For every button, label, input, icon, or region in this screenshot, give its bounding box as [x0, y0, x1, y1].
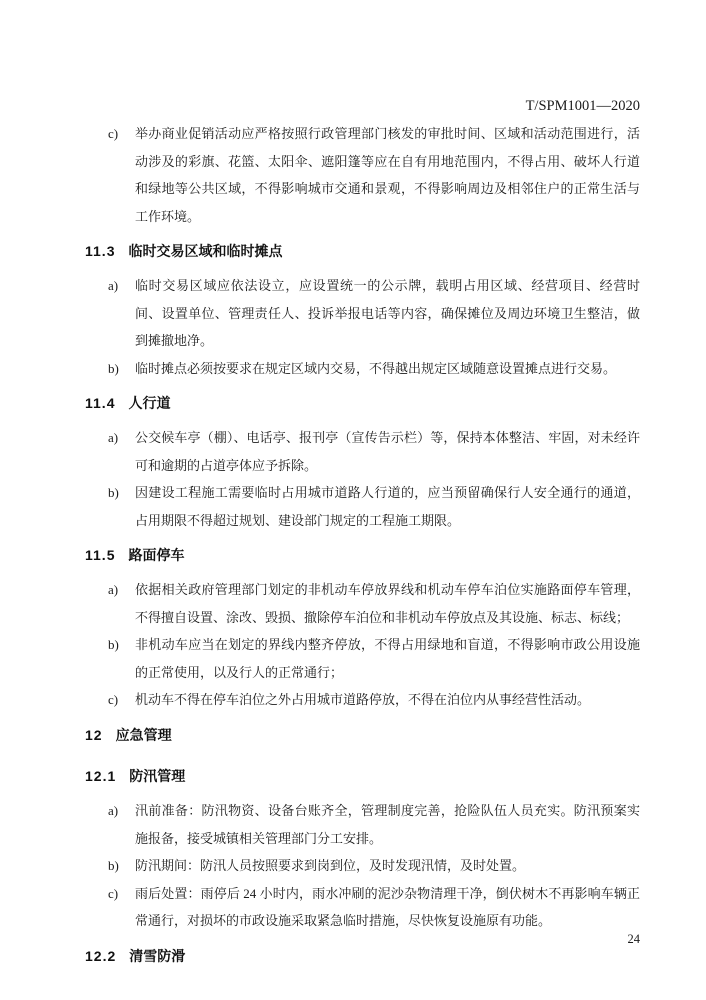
section-heading — [85, 230, 640, 272]
list-item-text: 汛前准备：防汛物资、设备台账齐全，管理制度完善，抢险队伍人员充实。防汛预案实施报备，接受城镇相关管理部门分工安排。 — [135, 803, 640, 846]
list-item-label: b) — [108, 858, 119, 874]
list-item — [85, 120, 640, 230]
list-item — [85, 479, 640, 534]
list-item — [85, 686, 640, 714]
section-heading — [85, 382, 640, 424]
list-item — [85, 631, 640, 686]
list-item-text: 雨后处置：雨停后 24 小时内，雨水冲刷的泥沙杂物清理干净，倒伏树木不再影响车辆正常通行，对损坏的市政设施采取紧急临时措施，尽快恢复设施原有功能。 — [135, 885, 640, 929]
heading-title: 路面停车 — [128, 547, 185, 564]
list-item — [85, 272, 640, 355]
heading-number: 12 — [85, 726, 103, 743]
list-item-label: c) — [108, 885, 119, 901]
list-item-label: a) — [108, 803, 119, 819]
heading-number: 11.4 — [85, 395, 116, 412]
list-item-text: 依据相关政府管理部门划定的非机动车停放界线和机动车停车泊位实施路面停车管理，不得擅自设置、涂改、毁损、撤除停车泊位和非机动车停放点及其设施、标志、标线； — [135, 581, 640, 625]
document-body — [85, 120, 640, 977]
list-item-text: 因建设工程施工需要临时占用城市道路人行道的，应当预留确保行人安全通行的通道，占用期限不得超过规划、建设部门规定的工程施工期限。 — [135, 485, 640, 528]
heading-title: 临时交易区域和临时摊点 — [128, 243, 283, 260]
list-item-text: 临时交易区域应依法设立，应设置统一的公示牌，载明占用区域、经营项目、经营时间、设置单位、管理责任人、投诉举报电话等内容，确保摊位及周边环境卫生整洁，做到摊撤地净。 — [135, 277, 640, 349]
section-heading — [85, 534, 640, 576]
list-item-label: c) — [108, 692, 119, 708]
chapter-heading — [85, 714, 640, 756]
heading-title: 人行道 — [128, 395, 171, 412]
list-item-label: a) — [108, 429, 119, 445]
list-item — [85, 797, 640, 852]
list-item-text: 防汛期间：防汛人员按照要求到岗到位，及时发现汛情，及时处置。 — [135, 858, 526, 874]
heading-number: 11.3 — [85, 243, 116, 260]
list-item-text: 非机动车应当在划定的界线内整齐停放，不得占用绿地和盲道，不得影响市政公用设施的正常使用，以及行人的正常通行； — [135, 637, 640, 680]
list-item-label: b) — [108, 360, 119, 376]
list-item-label: b) — [108, 637, 119, 653]
list-item — [85, 355, 640, 383]
list-item-text: 举办商业促销活动应严格按照行政管理部门核发的审批时间、区域和活动范围进行，活动涉及的彩旗、花篮、太阳伞、遮阳篷等应在自有用地范围内，不得占用、破坏人行道和绿地等公共区域，不得影响城市交通和景观，不得影响周边及相邻住户的正常生活与工作环境。 — [135, 126, 640, 224]
document-code-header: T/SPM1001—2020 — [525, 98, 640, 114]
section-heading — [85, 755, 640, 797]
list-item-label: a) — [108, 277, 119, 293]
list-item-label: a) — [108, 581, 119, 597]
list-item-label: c) — [108, 126, 119, 141]
list-item — [85, 852, 640, 880]
heading-title: 清雪防滑 — [129, 948, 186, 965]
heading-number: 12.1 — [85, 768, 117, 785]
list-item-text: 临时摊点必须按要求在规定区域内交易，不得越出规定区域随意设置摊点进行交易。 — [135, 360, 617, 376]
heading-title: 应急管理 — [115, 726, 172, 743]
list-item-text: 公交候车亭（棚）、电话亭、报刊亭（宣传告示栏）等，保持本体整洁、牢固，对未经许可和逾期的占道亭体应予拆除。 — [135, 429, 640, 473]
heading-number: 12.2 — [85, 948, 117, 965]
heading-title: 防汛管理 — [129, 768, 186, 785]
list-item — [85, 576, 640, 631]
list-item — [85, 880, 640, 935]
section-heading — [85, 935, 640, 977]
list-item — [85, 424, 640, 479]
list-item-text: 机动车不得在停车泊位之外占用城市道路停放，不得在泊位内从事经营性活动。 — [135, 692, 591, 708]
page-number: 24 — [627, 932, 640, 946]
heading-number: 11.5 — [85, 547, 116, 564]
list-item-label: b) — [108, 485, 119, 501]
